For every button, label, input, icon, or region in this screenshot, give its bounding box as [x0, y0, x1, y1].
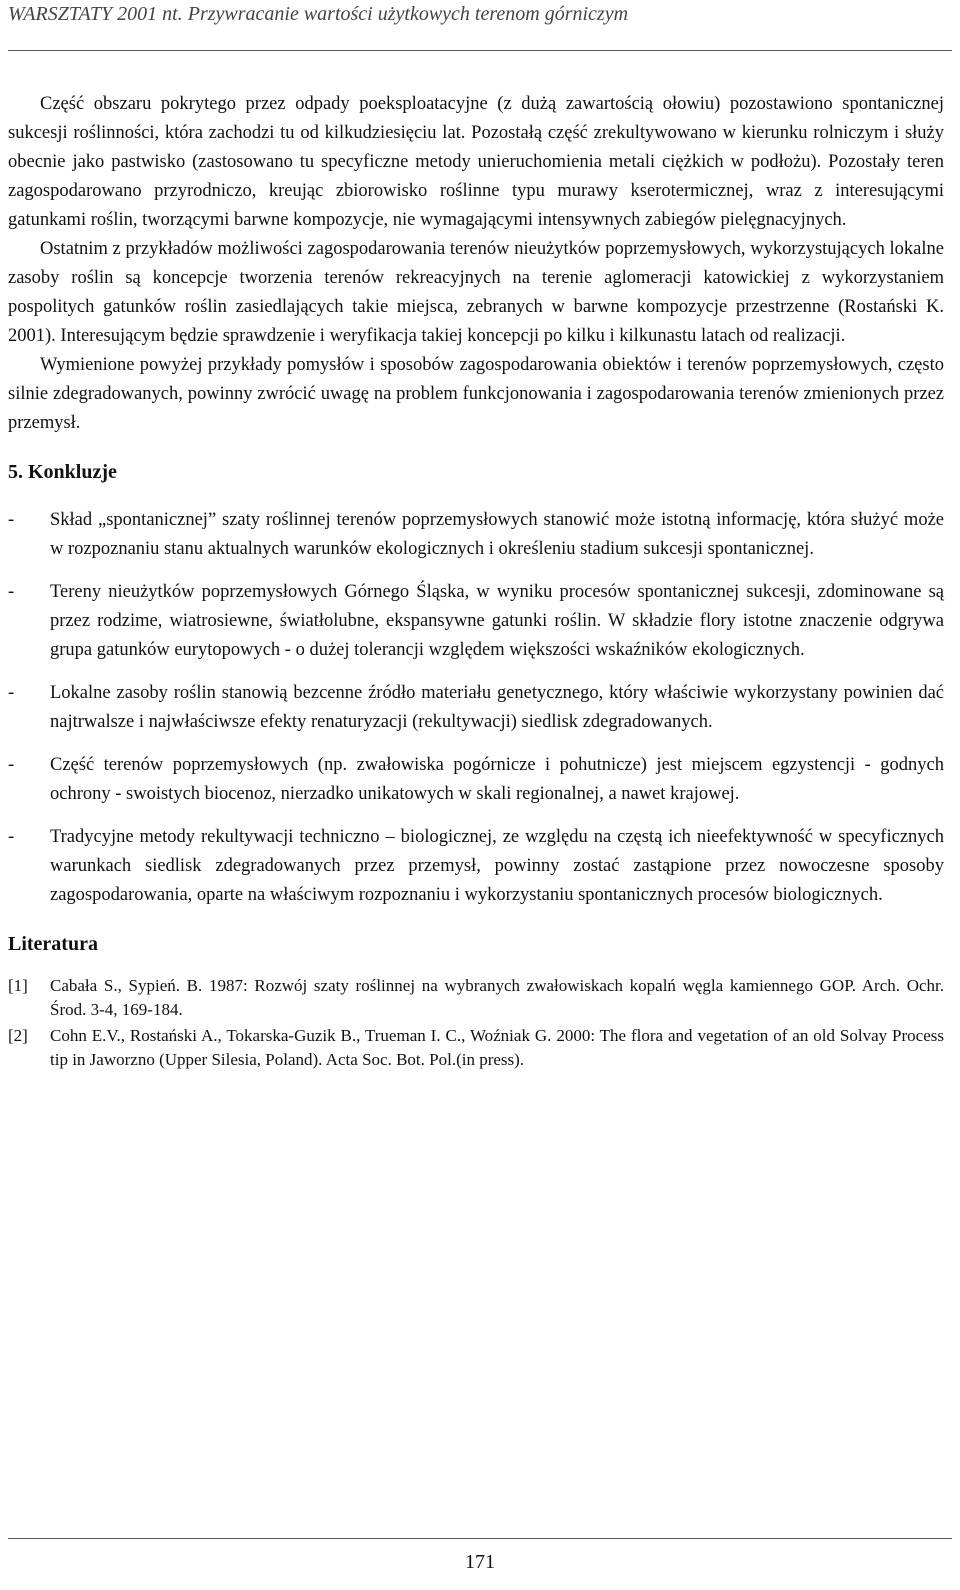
reference-number: [2]: [8, 1026, 28, 1045]
reference-number: [1]: [8, 976, 28, 995]
list-item: [8, 506, 944, 564]
reference-item: [8, 1024, 944, 1072]
list-bullet: -: [8, 582, 15, 602]
list-item-text: Część terenów poprzemysłowych (np. zwałowiska pogórnicze i pohutnicze) jest miejscem egzystencji - godnych ochrony - swoistych biocenoz, nierzadko unikatowych w skali regionalnej, a nawet krajowej.: [50, 755, 944, 804]
page-body: [8, 90, 944, 1072]
section-heading-references: Literatura: [8, 933, 98, 955]
list-item: [8, 823, 944, 910]
list-item-text: Skład „spontanicznej” szaty roślinnej terenów poprzemysłowych stanowić może istotną informację, która służyć może w rozpoznaniu stanu aktualnych warunków ekologicznych i określeniu stadium sukcesji spontanicznej.: [50, 510, 944, 559]
conclusions-list: [8, 506, 944, 910]
list-item: [8, 751, 944, 809]
list-item: [8, 679, 944, 737]
list-bullet: -: [8, 683, 15, 703]
list-bullet: -: [8, 755, 15, 775]
body-paragraph: Ostatnim z przykładów możliwości zagospodarowania terenów nieużytków poprzemysłowych, wykorzystujących lokalne zasoby roślin są koncepcje tworzenia terenów rekreacyjnych na terenie aglomeracji katowickiej z wykorzystaniem pospolitych gatunków roślin zasiedlających takie miejsca, zebranych w barwne kompozycje przestrzenne (Rostański K. 2001). Interesującym będzie sprawdzenie i weryfikacja takiej koncepcji po kilku i kilkunastu latach od realizacji.: [8, 239, 944, 346]
reference-item: [8, 974, 944, 1022]
body-paragraph: Wymienione powyżej przykłady pomysłów i sposobów zagospodarowania obiektów i terenów poprzemysłowych, często silnie zdegradowanych, powinny zwrócić uwagę na problem funkcjonowania i zagospodarowania terenów zmienionych przez przemysł.: [8, 355, 944, 433]
references-list: [8, 974, 944, 1072]
reference-text: Cohn E.V., Rostański A., Tokarska-Guzik B., Trueman I. C., Woźniak G. 2000: The flora and vegetation of an old Solvay Process tip in Jaworzno (Upper Silesia, Poland). Acta Soc. Bot. Pol.(in press).: [50, 1026, 944, 1069]
footer-rule: [8, 1538, 952, 1539]
list-item-text: Tradycyjne metody rekultywacji techniczno – biologicznej, ze względu na częstą ich nieefektywność w specyficznych warunkach siedlisk zdegradowanych przez przemysł, powinny zostać zastąpione przez nowoczesne sposoby zagospodarowania, oparte na właściwym rozpoznaniu i wykorzystaniu spontanicznych procesów biologicznych.: [50, 827, 944, 905]
running-header: WARSZTATY 2001 nt. Przywracanie wartości użytkowych terenom górniczym: [8, 3, 629, 25]
list-item-text: Tereny nieużytków poprzemysłowych Górnego Śląska, w wyniku procesów spontanicznej sukcesji, zdominowane są przez rodzime, wiatrosiewne, światłolubne, ekspansywne gatunki roślin. W składzie flory istotne znaczenie odgrywa grupa gatunków eurytopowych - o dużej tolerancji względem większości wskaźników ekologicznych.: [50, 582, 944, 660]
page-number: 171: [465, 1551, 495, 1573]
list-item: [8, 578, 944, 665]
list-item-text: Lokalne zasoby roślin stanowią bezcenne źródło materiału genetycznego, który właściwie wykorzystany powinien dać najtrwalsze i najwłaściwsze efekty renaturyzacji (rekultywacji) siedlisk zdegradowanych.: [50, 683, 944, 732]
list-bullet: -: [8, 827, 15, 847]
body-paragraph: Część obszaru pokrytego przez odpady poeksploatacyjne (z dużą zawartością ołowiu) pozostawiono spontanicznej sukcesji roślinności, która zachodzi tu od kilkudziesięciu lat. Pozostałą część zrekultywowano w kierunku rolniczym i służy obecnie jako pastwisko (zastosowano tu specyficzne metody unieruchomienia metali ciężkich w podłożu). Pozostały teren zagospodarowano przyrodniczo, kreując zbiorowisko roślinne typu murawy kserotermicznej, wraz z interesującymi gatunkami roślin, tworzącymi barwne kompozycje, nie wymagającymi intensywnych zabiegów pielęgnacyjnych.: [8, 94, 944, 230]
list-bullet: -: [8, 510, 15, 530]
section-heading-conclusions: 5. Konkluzje: [8, 461, 117, 483]
reference-text: Cabała S., Sypień. B. 1987: Rozwój szaty roślinnej na wybranych zwałowiskach kopalń węgla kamiennego GOP. Arch. Ochr. Środ. 3-4, 169-184.: [50, 976, 944, 1019]
header-rule: [8, 50, 952, 51]
